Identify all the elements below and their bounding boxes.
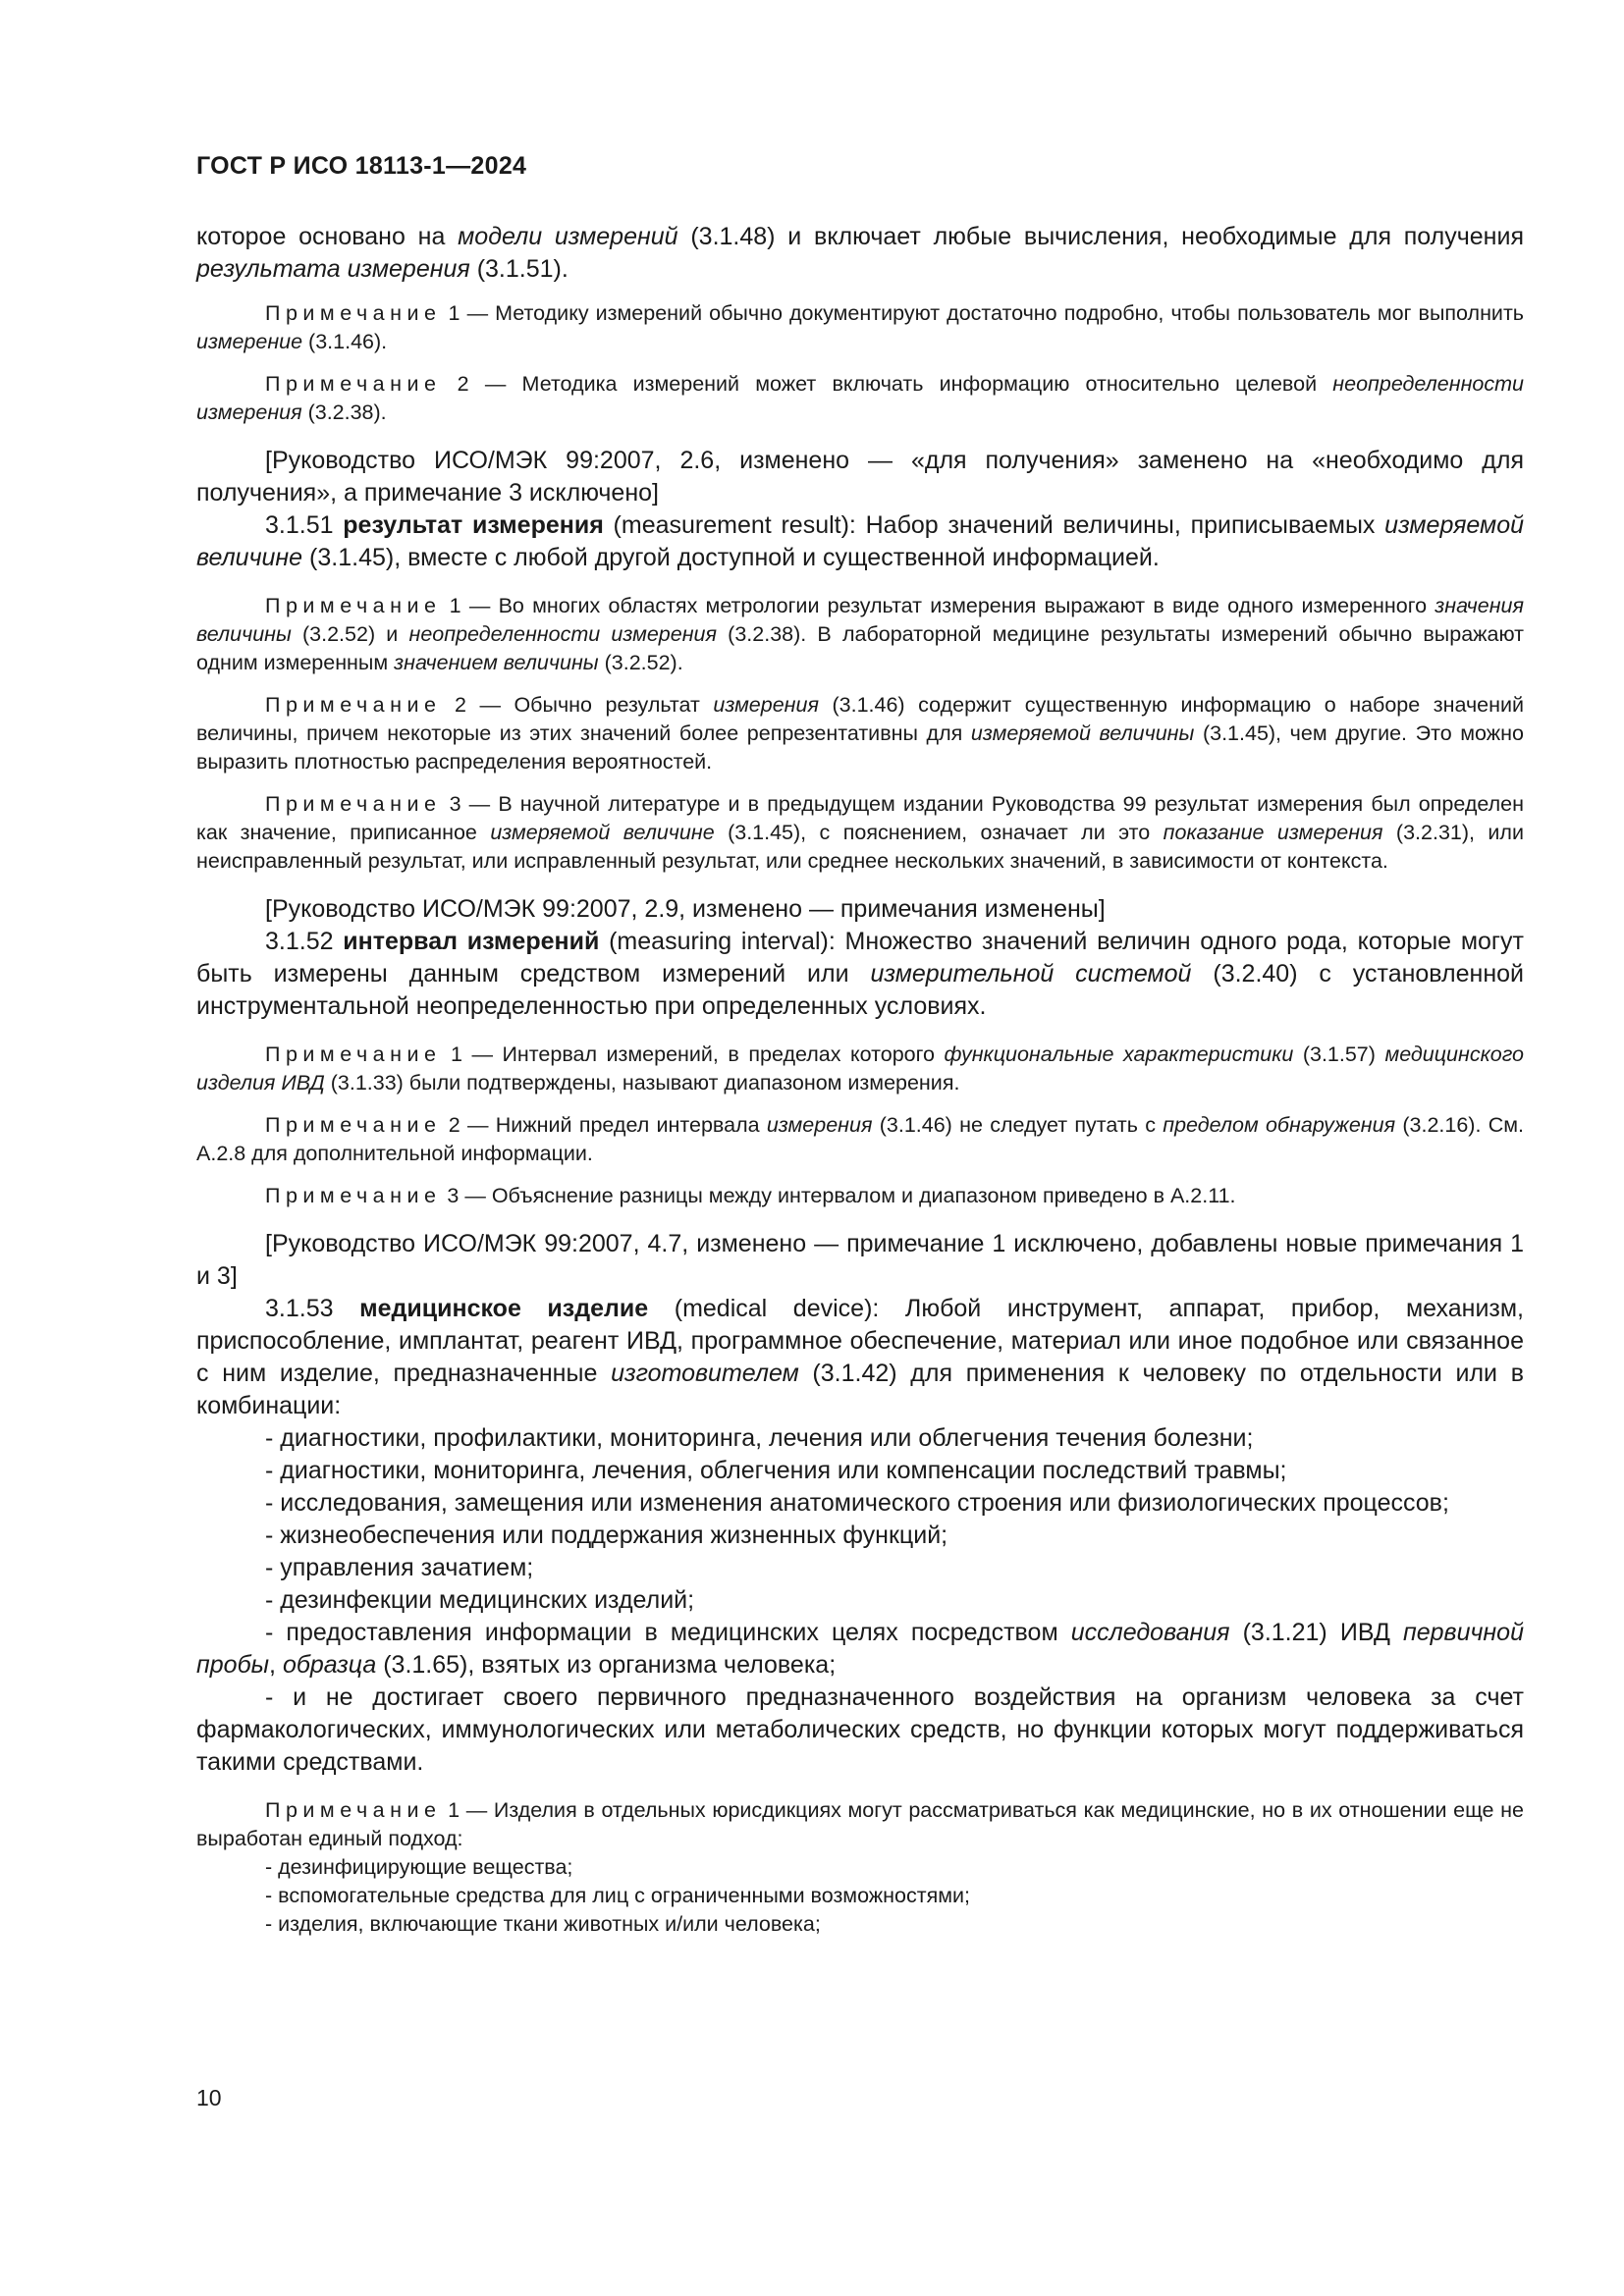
text-run: - дезинфицирующие вещества; bbox=[265, 1855, 573, 1879]
term-reference: измерение bbox=[196, 330, 303, 353]
term-reference: изготовителем bbox=[611, 1360, 799, 1387]
term-reference: образца bbox=[282, 1651, 377, 1679]
paragraph bbox=[196, 1584, 1524, 1617]
text-run: (measurement result): Набор значений величины, приписываемых bbox=[603, 511, 1385, 539]
note-label: Примечание bbox=[265, 1113, 442, 1137]
text-run: - диагностики, профилактики, мониторинга, лечения или облегчения течения болезни; bbox=[265, 1424, 1254, 1452]
paragraph bbox=[196, 1422, 1524, 1455]
text-run: (3.1.65), взятых из организма человека; bbox=[376, 1651, 837, 1679]
note-label: Примечание bbox=[265, 1184, 442, 1207]
term-reference: исследования bbox=[1070, 1619, 1230, 1646]
term-reference: показание измерения bbox=[1163, 821, 1383, 844]
text-run: — Обычно результат bbox=[465, 693, 714, 717]
paragraph bbox=[196, 1617, 1524, 1682]
term-reference: измеряемой величины bbox=[970, 721, 1195, 745]
paragraph bbox=[196, 1487, 1524, 1520]
note-paragraph bbox=[196, 370, 1524, 427]
term-reference: модели измерений bbox=[458, 223, 678, 250]
text-run: [Руководство ИСО/МЭК 99:2007, 2.9, изменено — примечания изменены] bbox=[265, 895, 1106, 923]
note-number: 2 bbox=[441, 372, 469, 396]
text-run: [Руководство ИСО/МЭК 99:2007, 4.7, изменено — примечание 1 исключено, добавлены новые примечания 1 и 3] bbox=[196, 1230, 1524, 1290]
note-paragraph bbox=[196, 1111, 1524, 1168]
text-run: (3.2.38). В лабораторной медицине результаты измерений обычно выражают одним измеренным bbox=[196, 622, 1525, 674]
term-reference: медицинского изделия ИВД bbox=[196, 1042, 1525, 1095]
paragraph bbox=[196, 926, 1524, 1023]
text-run: - изделия, включающие ткани животных и/или человека; bbox=[265, 1912, 821, 1936]
text-run: - жизнеобеспечения или поддержания жизненных функций; bbox=[265, 1522, 948, 1549]
text-run: (3.1.51). bbox=[469, 255, 568, 283]
note-paragraph bbox=[196, 1182, 1524, 1210]
text-run: - управления зачатием; bbox=[265, 1554, 534, 1581]
text-run: (3.2.31), или неисправленный результат, или исправленный результат, или среднее нескольких значений, в зависимости от контекста. bbox=[196, 821, 1524, 873]
note-list-item bbox=[196, 1910, 1524, 1939]
note-label: Примечание bbox=[265, 301, 442, 325]
term-reference: функциональные характеристики bbox=[944, 1042, 1294, 1066]
paragraph bbox=[196, 445, 1524, 509]
text-run: - и не достигает своего первичного предназначенного воздействия на организм человека за счет фармакологических, иммунологических или метаболических средств, но функции которых могут поддерживаться такими средствами. bbox=[196, 1683, 1524, 1776]
text-run: — Нижний предел интервала bbox=[460, 1113, 767, 1137]
term: медицинское изделие bbox=[359, 1295, 649, 1322]
term: результат измерения bbox=[343, 511, 604, 539]
text-run: 3.1.53 bbox=[265, 1295, 360, 1322]
text-run: (medical device): Любой инструмент, аппарат, прибор, механизм, приспособление, имплантат, реагент ИВД, программное обеспечение, материал или иное подобное или связанное с ним изделие, предназначенные bbox=[196, 1295, 1524, 1387]
text-run: (3.1.45), вместе с любой другой доступной и существенной информацией. bbox=[302, 544, 1160, 571]
page-number: 10 bbox=[196, 2085, 222, 2110]
text-run: (3.1.42) для применения к человеку по отдельности или в комбинации: bbox=[196, 1360, 1524, 1419]
note-number: 1 bbox=[441, 594, 461, 617]
text-run: (3.1.46) не следует путать с bbox=[872, 1113, 1164, 1137]
text-run: — В научной литературе и в предыдущем издании Руководства 99 результат измерения был определен как значение, приписанное bbox=[196, 792, 1524, 844]
term-reference: результата измерения bbox=[196, 255, 470, 283]
note-paragraph bbox=[196, 691, 1524, 776]
text-run: 3.1.52 bbox=[265, 928, 344, 955]
paragraph bbox=[196, 893, 1524, 926]
text-run: - диагностики, мониторинга, лечения, облегчения или компенсации последствий травмы; bbox=[265, 1457, 1287, 1484]
term: интервал измерений bbox=[343, 928, 600, 955]
term-reference: пределом обнаружения bbox=[1163, 1113, 1396, 1137]
text-run: (3.1.57) bbox=[1293, 1042, 1385, 1066]
term-reference: измерительной системой bbox=[870, 960, 1192, 988]
paragraph bbox=[196, 1552, 1524, 1584]
note-label: Примечание bbox=[265, 693, 442, 717]
text-run: (3.1.48) и включает любые вычисления, необходимые для получения bbox=[677, 223, 1524, 250]
term-reference: первичной пробы bbox=[196, 1619, 1524, 1679]
text-run: — Методика измерений может включать информацию относительно целевой bbox=[468, 372, 1333, 396]
text-run: , bbox=[269, 1651, 283, 1679]
text-run: - предоставления информации в медицинских целях посредством bbox=[265, 1619, 1071, 1646]
term-reference: измеряемой величине bbox=[196, 511, 1525, 571]
paragraph bbox=[196, 1455, 1524, 1487]
note-paragraph bbox=[196, 299, 1524, 356]
text-run: (measuring interval): Множество значений величин одного рода, которые могут быть измерены данным средством измерений или bbox=[196, 928, 1524, 988]
term-reference: неопределенности измерения bbox=[408, 622, 717, 646]
note-paragraph bbox=[196, 790, 1524, 876]
note-number: 2 bbox=[441, 693, 466, 717]
text-run: (3.1.46) содержит существенную информацию о наборе значений величины, причем некоторые из этих значений более репрезентативны для bbox=[196, 693, 1525, 745]
paragraph bbox=[196, 221, 1524, 286]
note-label: Примечание bbox=[265, 372, 442, 396]
term-reference: значением величины bbox=[394, 651, 599, 674]
text-run: — Изделия в отдельных юрисдикциях могут рассматриваться как медицинские, но в их отношении еще не выработан единый подход: bbox=[196, 1798, 1525, 1850]
note-number: 3 bbox=[441, 792, 461, 816]
note-number: 1 bbox=[441, 301, 460, 325]
document-code-header: ГОСТ Р ИСО 18113-1—2024 bbox=[196, 152, 527, 180]
note-paragraph bbox=[196, 1796, 1524, 1853]
term-reference: измеряемой величине bbox=[490, 821, 715, 844]
text-run: — Объяснение разницы между интервалом и диапазоном приведено в А.2.11. bbox=[459, 1184, 1236, 1207]
text-run: (3.2.52) и bbox=[291, 622, 409, 646]
text-run: (3.2.52). bbox=[598, 651, 683, 674]
text-run: - дезинфекции медицинских изделий; bbox=[265, 1586, 695, 1614]
text-run: [Руководство ИСО/МЭК 99:2007, 2.6, изменено — «для получения» заменено на «необходимо для получения», а примечание 3 исключено] bbox=[196, 447, 1524, 507]
text-run: - исследования, замещения или изменения анатомического строения или физиологических процессов; bbox=[265, 1489, 1449, 1517]
text-run: - вспомогательные средства для лиц с ограниченными возможностями; bbox=[265, 1884, 971, 1907]
paragraph bbox=[196, 1520, 1524, 1552]
document-body bbox=[196, 221, 1524, 1939]
text-run: (3.2.38). bbox=[301, 400, 387, 424]
term-reference: неопределенности измерения bbox=[196, 372, 1524, 424]
note-paragraph bbox=[196, 1041, 1524, 1097]
text-run: — Методику измерений обычно документируют достаточно подробно, чтобы пользователь мог выполнить bbox=[460, 301, 1524, 325]
note-list-item bbox=[196, 1853, 1524, 1882]
paragraph bbox=[196, 509, 1524, 574]
text-run: — Интервал измерений, в пределах которого bbox=[461, 1042, 945, 1066]
text-run: (3.1.33) были подтверждены, называют диапазоном измерения. bbox=[324, 1071, 960, 1095]
paragraph bbox=[196, 1293, 1524, 1422]
note-number: 2 bbox=[441, 1113, 460, 1137]
note-label: Примечание bbox=[265, 594, 442, 617]
text-run: которое основано на bbox=[196, 223, 459, 250]
note-number: 1 bbox=[441, 1042, 462, 1066]
note-label: Примечание bbox=[265, 1798, 442, 1822]
text-run: — Во многих областях метрологии результат измерения выражают в виде одного измеренного bbox=[460, 594, 1435, 617]
paragraph bbox=[196, 1682, 1524, 1779]
term-reference: измерения bbox=[766, 1113, 873, 1137]
note-label: Примечание bbox=[265, 792, 442, 816]
text-run: (3.2.40) с установленной инструментальной неопределенностью при определенных условиях. bbox=[196, 960, 1524, 1020]
text-run: (3.1.46). bbox=[302, 330, 388, 353]
term-reference: измерения bbox=[713, 693, 819, 717]
note-number: 3 bbox=[441, 1184, 460, 1207]
paragraph bbox=[196, 1228, 1524, 1293]
note-label: Примечание bbox=[265, 1042, 442, 1066]
text-run: (3.1.45), чем другие. Это можно выразить плотностью распределения вероятностей. bbox=[196, 721, 1524, 774]
note-list-item bbox=[196, 1882, 1524, 1910]
term-reference: значения величины bbox=[196, 594, 1524, 646]
note-number: 1 bbox=[441, 1798, 460, 1822]
text-run: (3.1.21) ИВД bbox=[1229, 1619, 1403, 1646]
text-run: (3.1.45), с пояснением, означает ли это bbox=[714, 821, 1164, 844]
text-run: 3.1.51 bbox=[265, 511, 344, 539]
note-paragraph bbox=[196, 592, 1524, 677]
text-run: (3.2.16). См. А.2.8 для дополнительной информации. bbox=[196, 1113, 1524, 1165]
